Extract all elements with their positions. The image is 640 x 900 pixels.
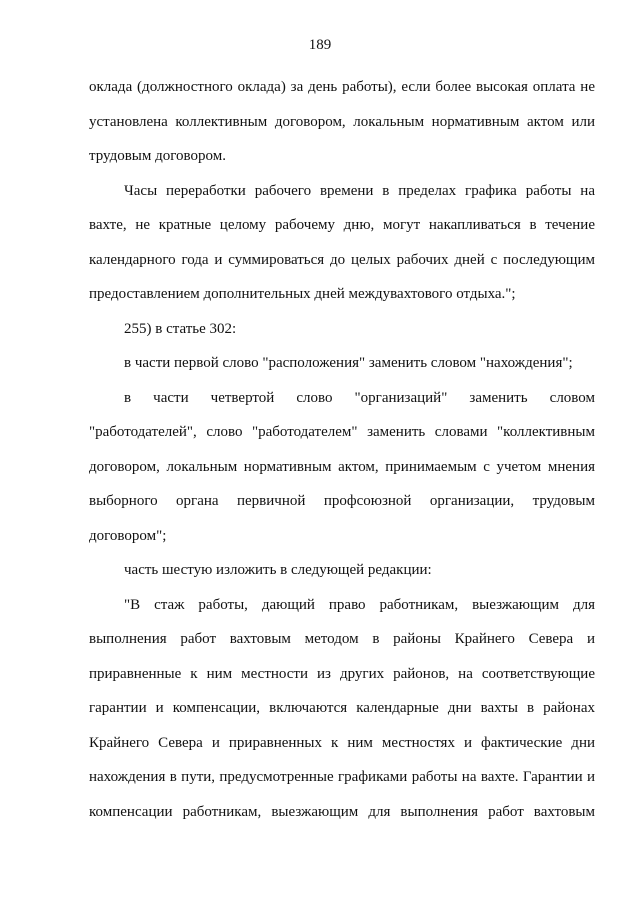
paragraph-salary-continuation: оклада (должностного оклада) за день работы), если более высокая оплата не установлена коллективным договором, локальным нормативным актом или трудовым договором. — [89, 79, 595, 164]
paragraph-part-six-intro: часть шестую изложить в следующей редакции: — [124, 562, 432, 578]
paragraph-overtime-hours: Часы переработки рабочего времени в пределах графика работы на вахте, не кратные целому рабочему дню, могут накапливаться в течение календарного года и суммироваться до целых рабочих дней с последующим предоставлением дополнительных дней междувахтового отдыха."; — [89, 182, 595, 302]
paragraph-item-255: 255) в статье 302: — [124, 320, 237, 337]
paragraph-work-experience: "В стаж работы, дающий право работникам, выезжающим для выполнения работ вахтовым методом в районы Крайнего Севера и приравненные к ним местности из других районов, на соответствующие гарантии и компенсации, включаются календарные дни вахты в районах Крайнего Севера и приравненных к ним местностях и фактические дни нахождения в пути, предусмотренные графиками работы на вахте. Гарантии и компенсации работникам, выезжающим для выполнения работ вахтовым — [89, 596, 595, 820]
page-number: 189 — [308, 37, 332, 53]
paragraph-part-one-change: в части первой слово "расположения" заменить словом "нахождения"; — [124, 355, 573, 371]
paragraph-part-four-change: в части четвертой слово "организаций" заменить словом "работодателей", слово "работодателем" заменить словами "коллективным договором, локальным нормативным актом, принимаемым с учетом мнения выборного органа первичной профсоюзной организации, трудовым договором"; — [89, 389, 595, 544]
document-body — [89, 70, 595, 829]
